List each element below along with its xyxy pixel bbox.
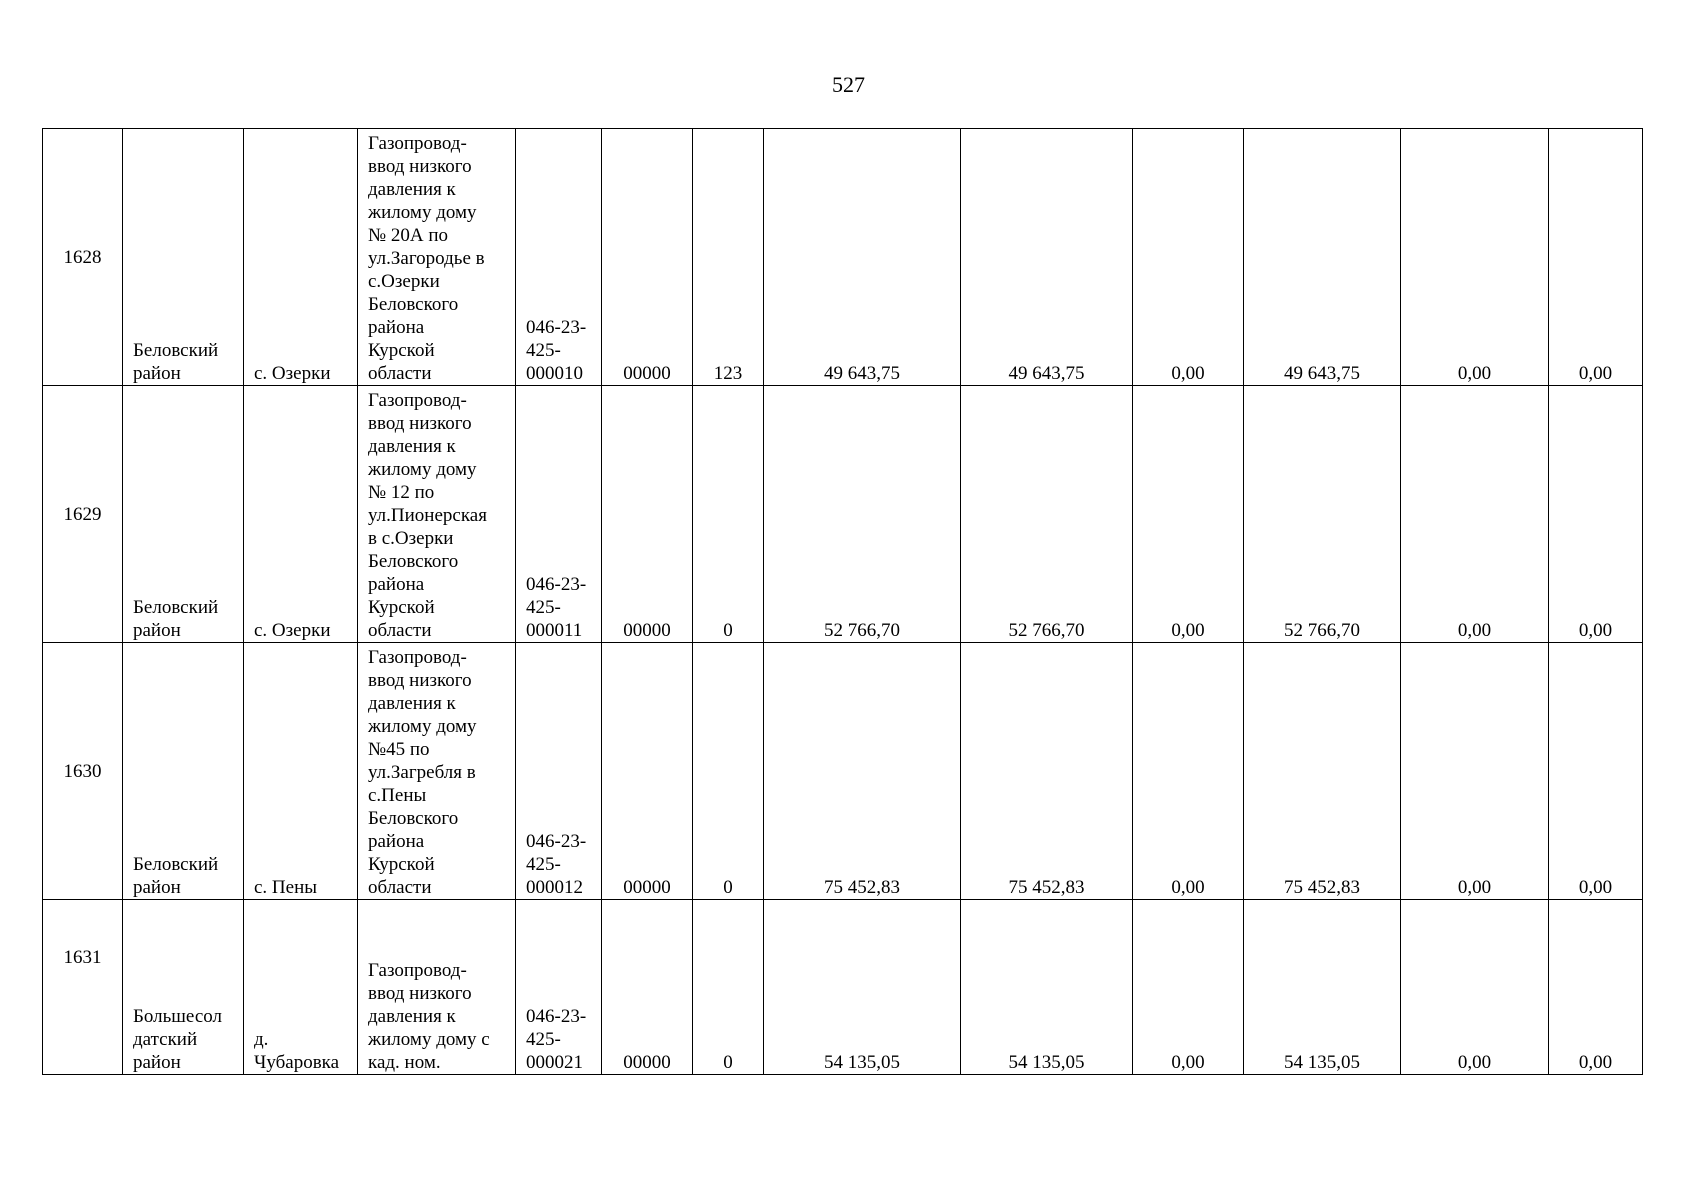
- description-cell: Газопровод- ввод низкого давления к жилому дому с кад. ном.: [358, 900, 516, 1075]
- locality-cell: д. Чубаровка: [244, 900, 358, 1075]
- value-4-cell: 52 766,70: [1244, 386, 1401, 643]
- code2-cell: 00000: [602, 129, 693, 386]
- locality-cell: с. Озерки: [244, 386, 358, 643]
- value-3-cell: 0,00: [1133, 900, 1244, 1075]
- description-cell: Газопровод- ввод низкого давления к жилому дому № 20А по ул.Загородье в с.Озерки Беловского района Курской области: [358, 129, 516, 386]
- code-cell: 046-23- 425- 000010: [516, 129, 602, 386]
- district-cell: Большесол датский район: [123, 900, 244, 1075]
- value-6-cell: 0,00: [1549, 386, 1643, 643]
- code2-cell: 00000: [602, 900, 693, 1075]
- value-6-cell: 0,00: [1549, 643, 1643, 900]
- value-6-cell: 0,00: [1549, 129, 1643, 386]
- row-index: 1630: [43, 643, 123, 900]
- value-5-cell: 0,00: [1401, 900, 1549, 1075]
- value-2-cell: 75 452,83: [961, 643, 1133, 900]
- page-number: 527: [832, 72, 865, 97]
- value-3-cell: 0,00: [1133, 386, 1244, 643]
- row-index: 1631: [43, 900, 123, 1075]
- value-3-cell: 0,00: [1133, 129, 1244, 386]
- row-index: 1628: [43, 129, 123, 386]
- qty-cell: 123: [693, 129, 764, 386]
- code-cell: 046-23- 425- 000021: [516, 900, 602, 1075]
- qty-cell: 0: [693, 386, 764, 643]
- value-5-cell: 0,00: [1401, 643, 1549, 900]
- district-cell: Беловский район: [123, 129, 244, 386]
- locality-cell: с. Пены: [244, 643, 358, 900]
- value-5-cell: 0,00: [1401, 129, 1549, 386]
- value-6-cell: 0,00: [1549, 900, 1643, 1075]
- qty-cell: 0: [693, 643, 764, 900]
- district-cell: Беловский район: [123, 643, 244, 900]
- qty-cell: 0: [693, 900, 764, 1075]
- value-4-cell: 49 643,75: [1244, 129, 1401, 386]
- table-row: [43, 900, 1643, 1075]
- value-4-cell: 54 135,05: [1244, 900, 1401, 1075]
- description-cell: Газопровод- ввод низкого давления к жилому дому №45 по ул.Загребля в с.Пены Беловского района Курской области: [358, 643, 516, 900]
- table-row: [43, 386, 1643, 643]
- code-cell: 046-23- 425- 000012: [516, 643, 602, 900]
- value-2-cell: 52 766,70: [961, 386, 1133, 643]
- district-cell: Беловский район: [123, 386, 244, 643]
- value-2-cell: 49 643,75: [961, 129, 1133, 386]
- code2-cell: 00000: [602, 386, 693, 643]
- code-cell: 046-23- 425- 000011: [516, 386, 602, 643]
- table-row: [43, 643, 1643, 900]
- code2-cell: 00000: [602, 643, 693, 900]
- registry-table: [42, 128, 1643, 1075]
- value-2-cell: 54 135,05: [961, 900, 1133, 1075]
- value-1-cell: 52 766,70: [764, 386, 961, 643]
- value-1-cell: 75 452,83: [764, 643, 961, 900]
- value-5-cell: 0,00: [1401, 386, 1549, 643]
- value-4-cell: 75 452,83: [1244, 643, 1401, 900]
- value-1-cell: 49 643,75: [764, 129, 961, 386]
- description-cell: Газопровод- ввод низкого давления к жилому дому № 12 по ул.Пионерская в с.Озерки Беловского района Курской области: [358, 386, 516, 643]
- value-3-cell: 0,00: [1133, 643, 1244, 900]
- row-index: 1629: [43, 386, 123, 643]
- locality-cell: с. Озерки: [244, 129, 358, 386]
- table-row: [43, 129, 1643, 386]
- value-1-cell: 54 135,05: [764, 900, 961, 1075]
